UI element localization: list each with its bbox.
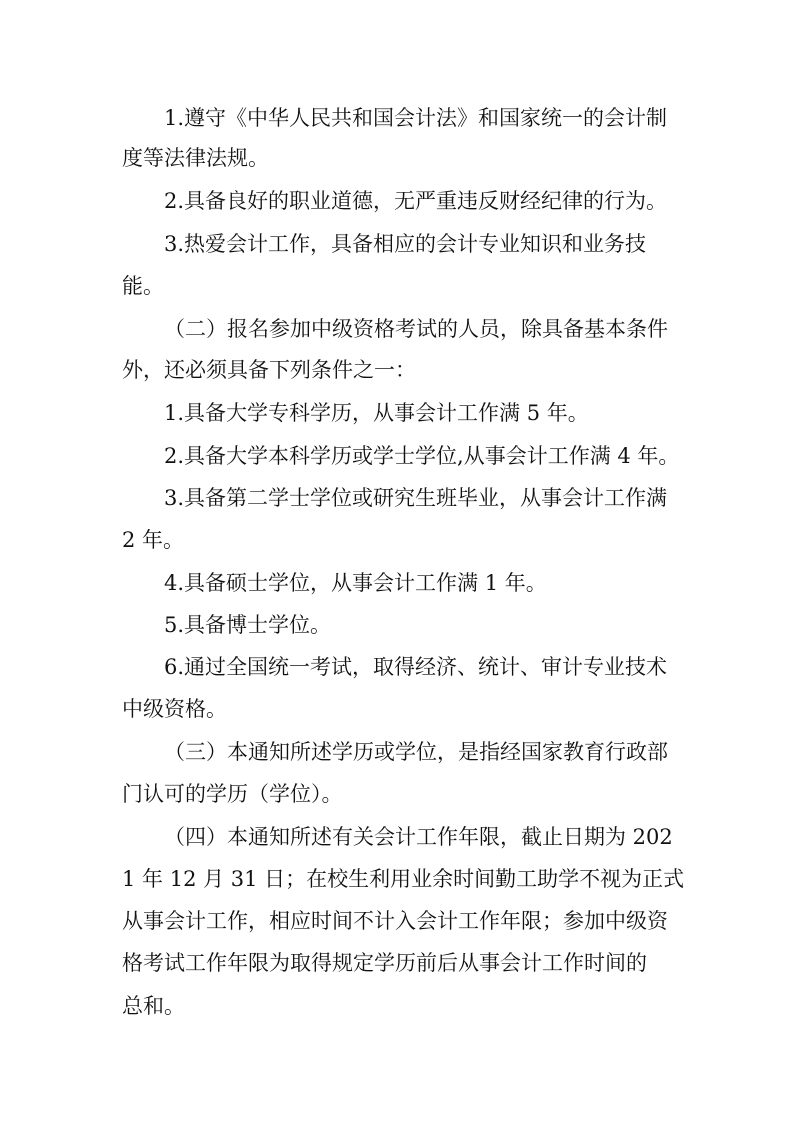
text-line: 能。 [122,274,164,298]
text-line: 1 年 12 月 31 日；在校生利用业余时间勤工助学不视为正式 [122,867,685,891]
text-line: 中级资格。 [122,697,227,721]
text-line: 5.具备博士学位。 [164,613,332,637]
text-line: 3.热爱会计工作，具备相应的会计专业知识和业务技 [164,232,647,256]
text-line: 6.通过全国统一考试，取得经济、统计、审计专业技术 [164,655,668,679]
text-line: （三）本通知所述学历或学位，是指经国家教育行政部 [164,740,668,764]
text-line: （四）本通知所述有关会计工作年限，截止日期为 202 [164,825,673,849]
text-line: 总和。 [122,994,185,1018]
text-line: 2 年。 [122,528,185,552]
text-line: 4.具备硕士学位，从事会计工作满 1 年。 [164,571,547,595]
text-line: 格考试工作年限为取得规定学历前后从事会计工作时间的 [122,951,647,975]
text-line: 2.具备大学本科学历或学士学位,从事会计工作满 4 年。 [164,444,680,468]
text-line: 外，还必须具备下列条件之一： [122,358,416,382]
text-line: 2.具备良好的职业道德，无严重违反财经纪律的行为。 [164,189,668,213]
text-line: 1.遵守《中华人民共和国会计法》和国家统一的会计制 [164,106,668,130]
text-line: 度等法律法规。 [122,146,269,170]
text-line: （二）报名参加中级资格考试的人员，除具备基本条件 [164,317,668,341]
text-line: 3.具备第二学士学位或研究生班毕业，从事会计工作满 [164,486,668,510]
text-line: 1.具备大学专科学历，从事会计工作满 5 年。 [164,401,589,425]
text-line: 门认可的学历（学位）。 [122,782,343,806]
text-line: 从事会计工作，相应时间不计入会计工作年限；参加中级资 [122,909,668,933]
